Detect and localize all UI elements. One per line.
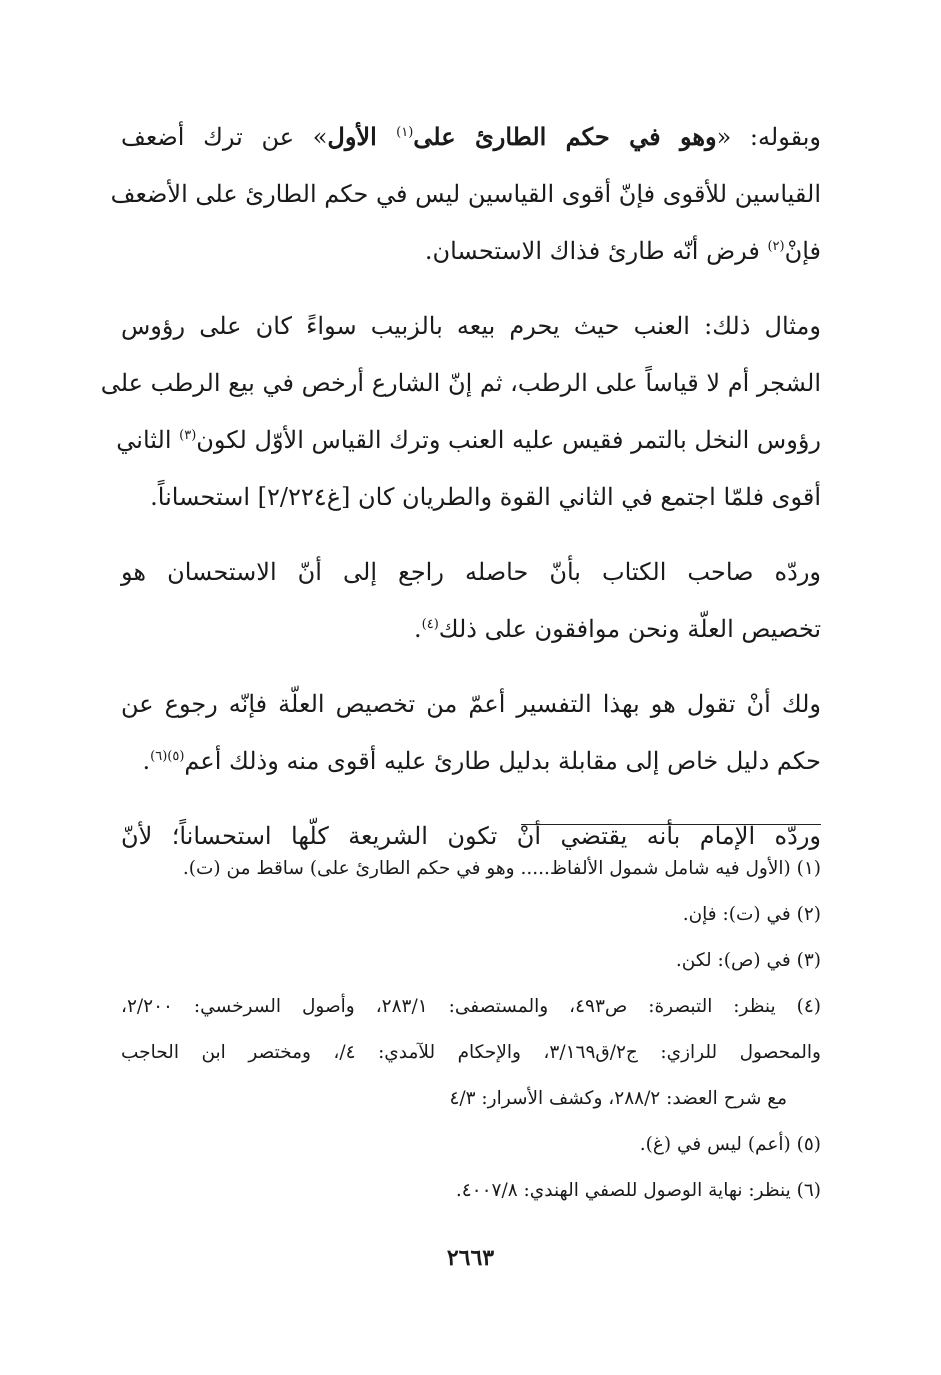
footnotes (121, 846, 821, 1214)
footnote-6 (121, 1168, 821, 1214)
footnote-line: مع شرح العضد: ٢٨٨/٢، وكشف الأسرار: ٤/٣ (449, 1088, 787, 1109)
paragraph-line: رؤوس النخل بالتمر فقيس عليه العنب وترك القياس الأوّل لكون$^{(٣)}$ الثاني (116, 426, 821, 454)
footnote-ref[interactable]: (١) (396, 125, 414, 140)
footnote-ref[interactable]: (٤) (421, 617, 439, 632)
paragraph-1 (110, 108, 821, 280)
footnote-line: (٢) في (ت): فإن. (682, 904, 821, 925)
paragraph-line: أقوى فلمّا اجتمع في الثاني القوة والطريان كان [غ٢/٢٢٤] استحساناً. (150, 483, 821, 511)
paragraph-line: ولك أنْ تقول هو بهذا التفسير أعمّ من تخصيص العلّة فإنّه رجوع عن (121, 690, 821, 718)
paragraph-line: وبقوله: «وهو في حكم الطارئ على$^{(١)}$ الأول» عن ترك أضعف (121, 122, 821, 151)
paragraph-line: فإنْ$^{(٢)}$ فرض أنّه طارئ فذاك الاستحسان. (424, 237, 821, 265)
footnote-5 (121, 1122, 821, 1168)
footnote-ref[interactable]: (٥)(٦) (150, 749, 185, 764)
footnote-line: (٤) ينظر: التبصرة: ص٤٩٣، والمستصفى: ٢٨٣/١، وأصول السرخسي: ٢/٢٠٠، (121, 996, 821, 1017)
footnote-2 (121, 892, 821, 938)
paragraph-line: حكم دليل خاص إلى مقابلة بدليل طارئ عليه أقوى منه وذلك أعم$^{(٥)(٦)}$. (142, 747, 821, 775)
paragraph-2 (100, 298, 821, 526)
paragraph-4 (121, 676, 821, 790)
paragraph-3 (121, 544, 821, 658)
page-number: ٢٦٦٣ (446, 1245, 495, 1271)
paragraph-line: القياسين للأقوى فإنّ أقوى القياسين ليس في حكم الطارئ على الأضعف (110, 180, 821, 208)
footnote-line: (١) (الأول فيه شامل شمول الألفاظ..... وهو في حكم الطارئ على) ساقط من (ت). (182, 858, 821, 879)
footnote-3 (121, 938, 821, 984)
footnote-separator (521, 824, 821, 825)
footnote-line: (٣) في (ص): لكن. (675, 950, 821, 971)
paragraph-line: الشجر أم لا قياساً على الرطب، ثم إنّ الشارع أرخص في بيع الرطب على (100, 369, 821, 397)
paragraph-line: وردّه الإمام بأنه يقتضي أنْ تكون الشريعة كلّها استحساناً؛ لأنّ (121, 822, 821, 850)
paragraph-line: تخصيص العلّة ونحن موافقون على ذلك$^{(٤)}$. (413, 615, 821, 643)
footnote-4 (121, 984, 821, 1122)
footnote-line: والمحصول للرازي: ج٢/ق٣/١٦٩، والإحكام للآمدي: ٤/، ومختصر ابن الحاجب (121, 1042, 821, 1063)
footnote-1 (121, 846, 821, 892)
paragraph-line: وردّه صاحب الكتاب بأنّ حاصله راجع إلى أنّ الاستحسان هو (121, 558, 822, 586)
footnote-ref[interactable]: (٢) (767, 239, 785, 254)
footnote-ref[interactable]: (٣) (179, 428, 197, 443)
main-text (100, 108, 822, 883)
footnote-line: (٥) (أعم) ليس في (غ). (639, 1134, 821, 1155)
footnote-line: (٦) ينظر: نهاية الوصول للصفي الهندي: ٤٠٠٧/٨. (455, 1180, 821, 1201)
paragraph-line: ومثال ذلك: العنب حيث يحرم بيعه بالزبيب سواءً كان على رؤوس (121, 312, 821, 340)
